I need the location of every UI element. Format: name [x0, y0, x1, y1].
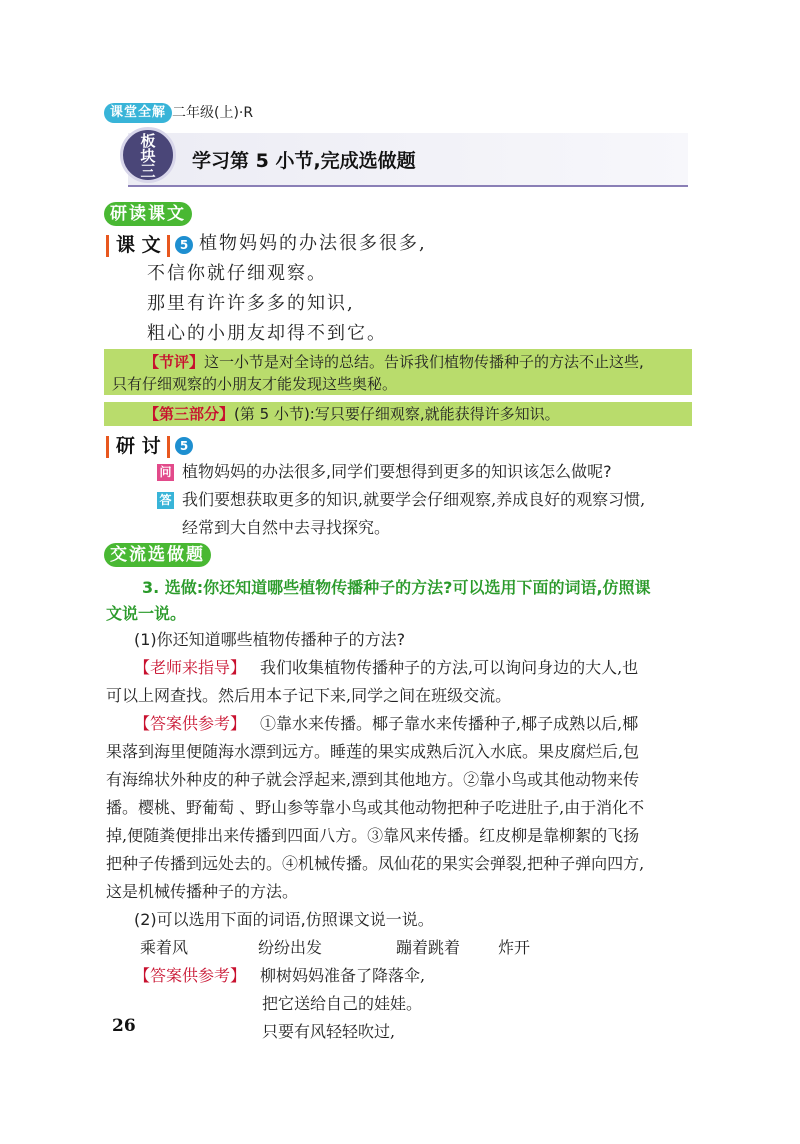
- exercise-question-1: 3. 选做:你还知道哪些植物传播种子的方法?可以选用下面的词语,仿照课: [142, 578, 651, 597]
- label-bar-left: [106, 235, 109, 257]
- answer-ref-text-7: 这是机械传播种子的方法。: [106, 882, 299, 901]
- comment-label: 【节评】: [144, 353, 205, 371]
- block-badge: 板块三: [120, 127, 176, 183]
- answer-ref-text-3: 有海绵状外种皮的种子就会浮起来,漂到其他地方。②靠小鸟或其他动物来传: [106, 770, 640, 789]
- answer2-text-3: 只要有风轻轻吹过,: [262, 1022, 396, 1041]
- question-icon: 问: [157, 464, 174, 481]
- label-bar-left-2: [106, 436, 109, 458]
- page-number: 26: [112, 1016, 136, 1036]
- brand-logo: 课堂全解: [104, 103, 172, 123]
- part-text: (第 5 小节):写只要仔细观察,就能获得许多知识。: [234, 405, 560, 423]
- label-bar-right: [167, 235, 170, 257]
- word-4: 炸开: [498, 938, 531, 957]
- answer-text-2: 经常到大自然中去寻找探究。: [182, 518, 391, 537]
- word-1: 乘着风: [140, 938, 189, 957]
- text-label: 课 文: [116, 234, 161, 256]
- grade-label: 二年级(上)·R: [172, 105, 254, 121]
- guide-line-1: [134, 654, 638, 682]
- comment-text-1: 这一小节是对全诗的总结。告诉我们植物传播种子的方法不止这些,: [204, 353, 644, 371]
- part-label: 【第三部分】: [144, 405, 235, 423]
- discuss-label: 研 讨: [116, 435, 161, 457]
- poem-line-3: 那里有许许多多的知识,: [147, 293, 355, 314]
- guide-text-2: 可以上网查找。然后用本子记下来,同学之间在班级交流。: [106, 686, 512, 705]
- answer2-line-1: [134, 962, 425, 990]
- answer-ref-text-4: 播。樱桃、野葡萄 、野山参等靠小鸟或其他动物把种子吃进肚子,由于消化不: [106, 798, 645, 817]
- section-tag-study: 研读课文: [104, 202, 192, 226]
- label-bar-right-2: [167, 436, 170, 458]
- poem-line-4: 粗心的小朋友却得不到它。: [147, 323, 387, 344]
- paragraph-number: 5: [175, 236, 193, 254]
- comment-box: [104, 349, 692, 395]
- paragraph-number-2: 5: [175, 437, 193, 455]
- answer2-label: 【答案供参考】: [134, 966, 247, 985]
- exercise-question-2: 文说一说。: [106, 604, 187, 623]
- sub-question-1: (1)你还知道哪些植物传播种子的方法?: [134, 630, 406, 649]
- answer-ref-text-1: ①靠水来传播。椰子靠水来传播种子,椰子成熟以后,椰: [260, 714, 639, 733]
- answer-ref-text-5: 掉,便随粪便排出来传播到四面八方。③靠风来传播。红皮柳是靠柳絮的飞扬: [106, 826, 640, 845]
- poem-line-1: 植物妈妈的办法很多很多,: [199, 233, 427, 254]
- answer-ref-text-6: 把种子传播到远处去的。④机械传播。凤仙花的果实会弹裂,把种子弹向四方,: [106, 854, 645, 873]
- word-2: 纷纷出发: [258, 938, 323, 957]
- guide-label: 【老师来指导】: [134, 658, 247, 677]
- question-text: 植物妈妈的办法很多,同学们要想得到更多的知识该怎么做呢?: [182, 462, 612, 481]
- answer2-text-1: 柳树妈妈准备了降落伞,: [260, 966, 426, 985]
- banner-title: 学习第 5 小节,完成选做题: [192, 150, 416, 172]
- part-box: [104, 402, 692, 426]
- word-3: 蹦着跳着: [396, 938, 461, 957]
- poem-line-2: 不信你就仔细观察。: [147, 263, 327, 284]
- answer-text-1: 我们要想获取更多的知识,就要学会仔细观察,养成良好的观察习惯,: [182, 490, 646, 509]
- answer-ref-line-1: [134, 710, 638, 738]
- answer-ref-text-2: 果落到海里便随海水漂到远方。睡莲的果实成熟后沉入水底。果皮腐烂后,包: [106, 742, 640, 761]
- guide-text-1: 我们收集植物传播种子的方法,可以询问身边的大人,也: [260, 658, 639, 677]
- section-tag-exercise: 交流选做题: [104, 543, 211, 567]
- answer-ref-label: 【答案供参考】: [134, 714, 247, 733]
- sub-question-2: (2)可以选用下面的词语,仿照课文说一说。: [134, 910, 434, 929]
- answer2-text-2: 把它送给自己的娃娃。: [262, 994, 423, 1013]
- answer-icon: 答: [157, 492, 174, 509]
- comment-text-2: 只有仔细观察的小朋友才能发现这些奥秘。: [112, 375, 398, 393]
